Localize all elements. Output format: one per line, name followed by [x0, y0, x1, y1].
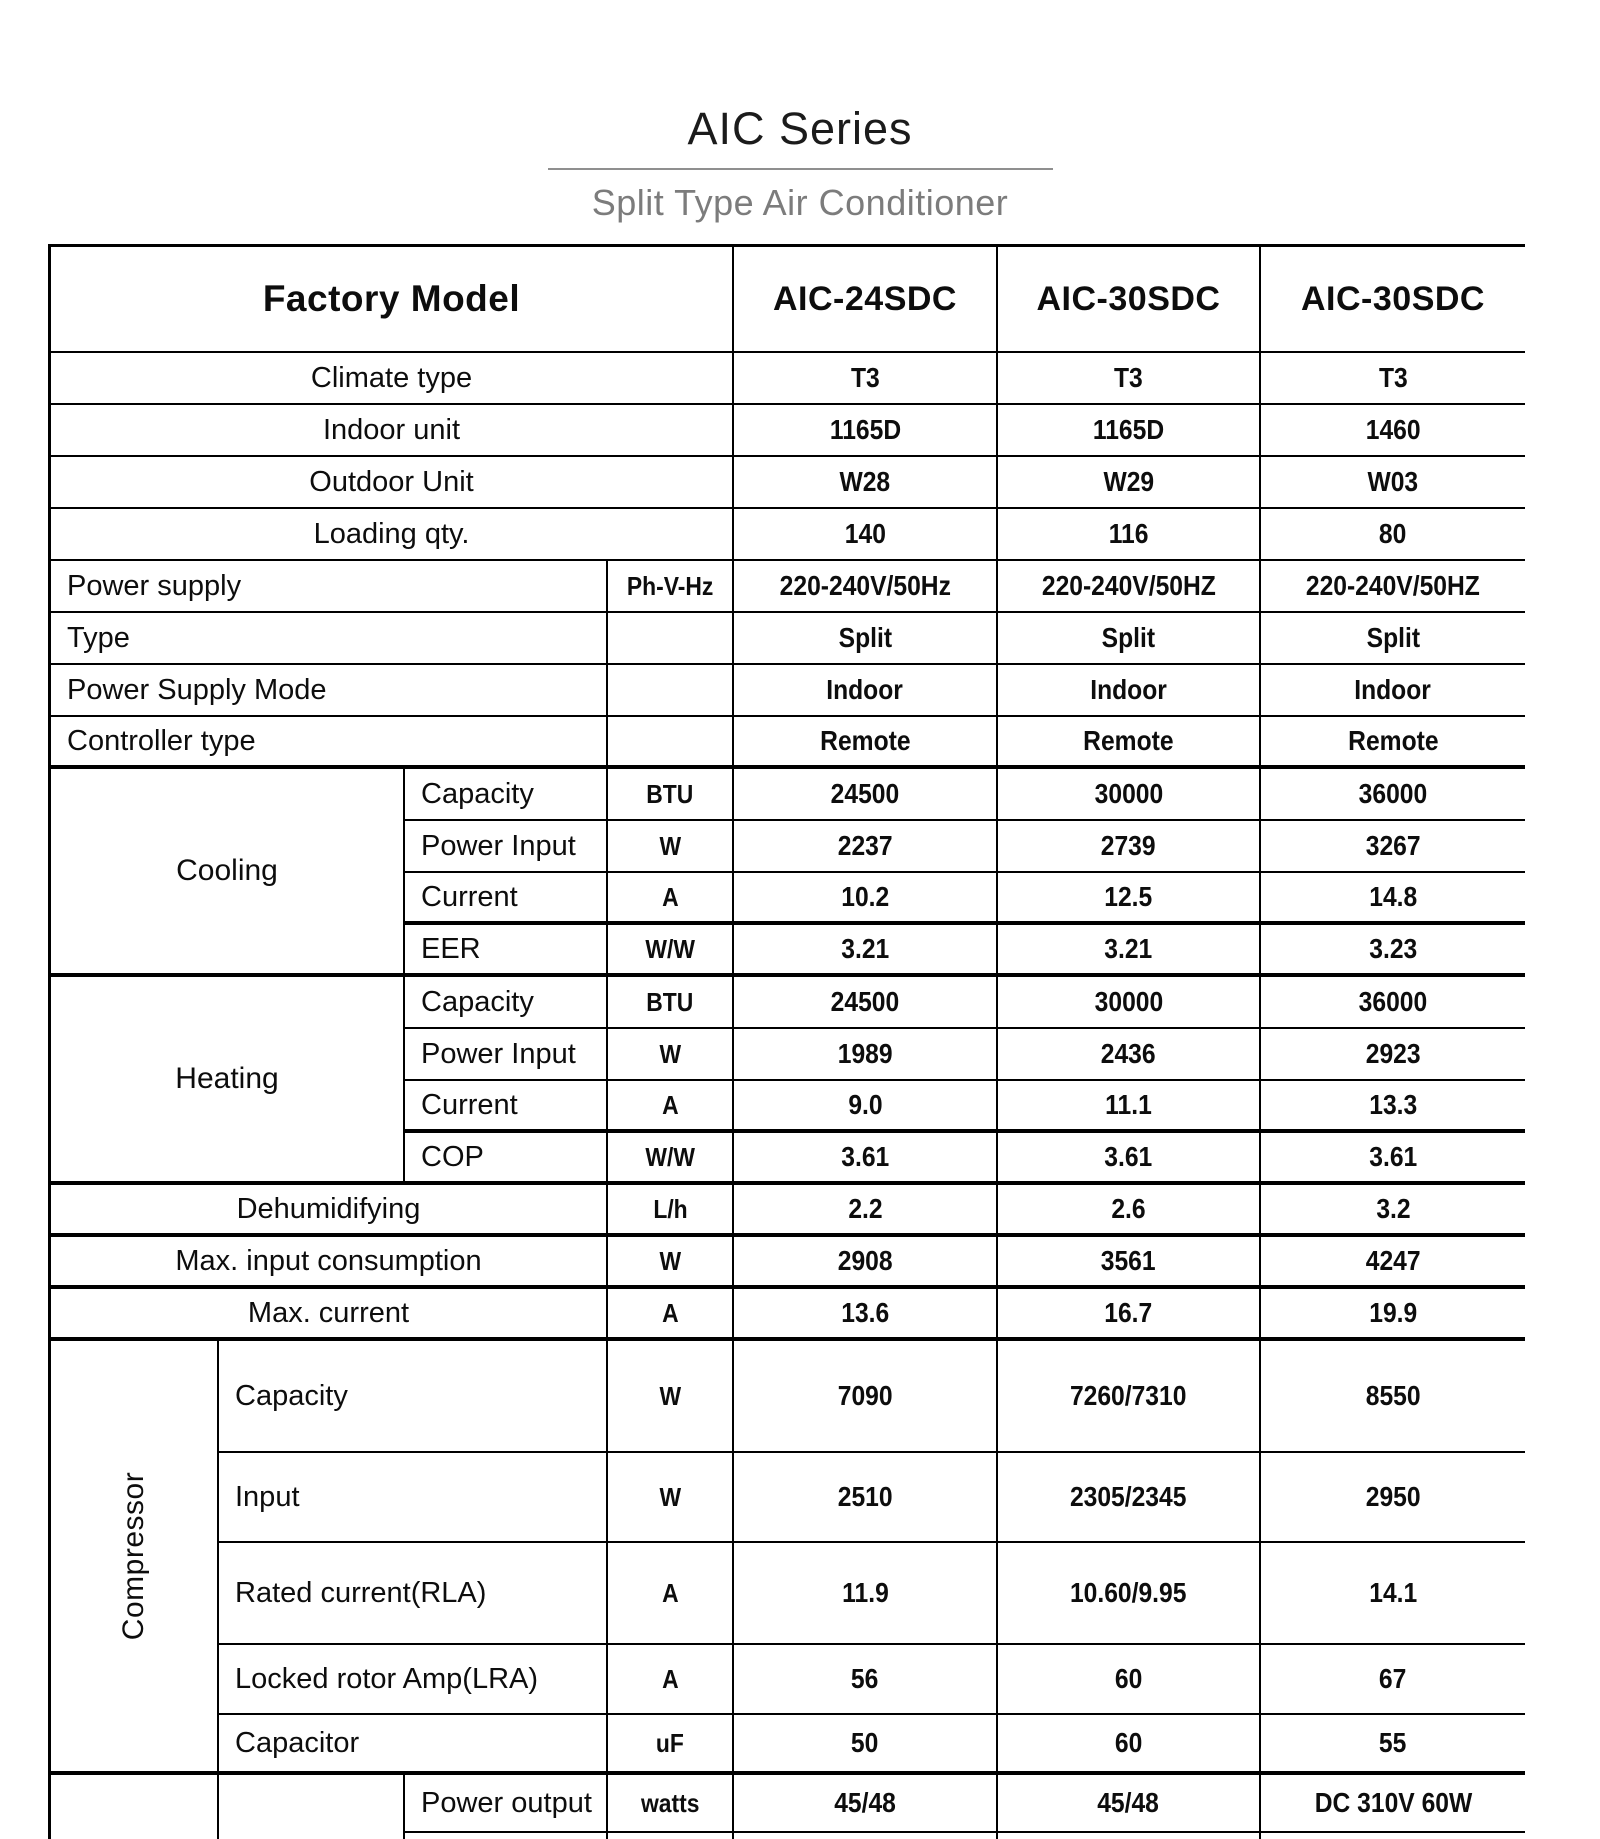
unit-cell: A — [608, 1645, 734, 1715]
value-cell: 30000 — [998, 977, 1261, 1029]
unit-cell: W — [608, 1237, 734, 1289]
row-label-climate-type: Climate type — [51, 353, 734, 405]
header-model-3: AIC-30SDC — [1261, 247, 1525, 353]
value-cell: DC 310V 60W — [1261, 1775, 1525, 1833]
sub-label-input: Input — [219, 1453, 608, 1543]
value-cell: 2739 — [998, 821, 1261, 873]
value-cell: Indoor — [998, 665, 1261, 717]
value-cell: W28 — [734, 457, 998, 509]
unit-cell: BTU — [608, 769, 734, 821]
value-cell: 16.7 — [998, 1289, 1261, 1341]
spec-table — [48, 244, 1525, 1839]
value-cell: W03 — [1261, 457, 1525, 509]
row-label-outdoor-unit: Outdoor Unit — [51, 457, 734, 509]
sub-label-power-input: Power Input — [405, 821, 608, 873]
unit-cell: A — [608, 1081, 734, 1133]
value-cell: Remote — [734, 717, 998, 769]
value-cell: 14.8 — [1261, 873, 1525, 925]
value-cell: Split — [998, 613, 1261, 665]
value-cell: 2923 — [1261, 1029, 1525, 1081]
sub-label-power-input: Power Input — [405, 1029, 608, 1081]
row-label-power-supply: Power supply — [51, 561, 608, 613]
value-cell: 220-240V/50Hz — [734, 561, 998, 613]
value-cell: 7260/7310 — [998, 1341, 1261, 1453]
value-cell: 56 — [734, 1645, 998, 1715]
value-cell: 60 — [998, 1645, 1261, 1715]
value-cell: 10.2 — [734, 873, 998, 925]
value-cell: Split — [734, 613, 998, 665]
value-cell: 3267 — [1261, 821, 1525, 873]
title-block — [0, 98, 1600, 226]
value-cell: 1165D — [998, 405, 1261, 457]
unit-cell: Ph-V-Hz — [608, 561, 734, 613]
value-cell: 19.9 — [1261, 1289, 1525, 1341]
sub-label-capacitor: Capacitor — [219, 1715, 608, 1775]
page-subtitle: Split Type Air Conditioner — [591, 182, 1009, 223]
value-cell: 55 — [1261, 1715, 1525, 1775]
row-label-max-input-consumption: Max. input consumption — [51, 1237, 608, 1289]
value-cell-empty — [734, 1833, 998, 1839]
sub-label-locked-rotor-amp-lra: Locked rotor Amp(LRA) — [219, 1645, 608, 1715]
value-cell: 220-240V/50HZ — [998, 561, 1261, 613]
value-cell: 116 — [998, 509, 1261, 561]
value-cell: 3.21 — [998, 925, 1261, 977]
section-label-cooling: Cooling — [51, 769, 405, 977]
value-cell: 2950 — [1261, 1453, 1525, 1543]
value-cell: 36000 — [1261, 769, 1525, 821]
value-cell: Indoor — [734, 665, 998, 717]
value-cell: 2.6 — [998, 1185, 1261, 1237]
value-cell: 3561 — [998, 1237, 1261, 1289]
sub-label-capacity: Capacity — [219, 1341, 608, 1453]
value-cell: 3.61 — [1261, 1133, 1525, 1185]
value-cell: 2908 — [734, 1237, 998, 1289]
unit-cell: W/W — [608, 1133, 734, 1185]
value-cell-empty — [1261, 1833, 1525, 1839]
section-label-heating: Heating — [51, 977, 405, 1185]
value-cell: 45/48 — [734, 1775, 998, 1833]
unit-cell: watts — [608, 1775, 734, 1833]
value-cell: 12.5 — [998, 873, 1261, 925]
value-cell: 50 — [734, 1715, 998, 1775]
value-cell-empty — [998, 1833, 1261, 1839]
sub-label-capacity: Capacity — [405, 977, 608, 1029]
value-cell: 2237 — [734, 821, 998, 873]
value-cell: 220-240V/50HZ — [1261, 561, 1525, 613]
value-cell: 60 — [998, 1715, 1261, 1775]
value-cell: 2510 — [734, 1453, 998, 1543]
sub-section-cell-empty — [219, 1775, 405, 1839]
value-cell: 9.0 — [734, 1081, 998, 1133]
value-cell: T3 — [998, 353, 1261, 405]
sub-label-cell-empty — [405, 1833, 608, 1839]
sub-label-power-output: Power output — [405, 1775, 608, 1833]
value-cell: 8550 — [1261, 1341, 1525, 1453]
value-cell: 2305/2345 — [998, 1453, 1261, 1543]
value-cell: 14.1 — [1261, 1543, 1525, 1645]
value-cell: 1460 — [1261, 405, 1525, 457]
value-cell: Remote — [998, 717, 1261, 769]
unit-cell-empty — [608, 1833, 734, 1839]
unit-cell: W — [608, 1029, 734, 1081]
value-cell: 3.2 — [1261, 1185, 1525, 1237]
value-cell: Remote — [1261, 717, 1525, 769]
unit-cell: W — [608, 1341, 734, 1453]
value-cell: 1989 — [734, 1029, 998, 1081]
page-title: AIC Series — [687, 103, 913, 154]
unit-cell: A — [608, 873, 734, 925]
unit-cell: L/h — [608, 1185, 734, 1237]
title-underline — [548, 168, 1053, 170]
header-model-2: AIC-30SDC — [998, 247, 1261, 353]
row-label-power-supply-mode: Power Supply Mode — [51, 665, 608, 717]
sub-label-cop: COP — [405, 1133, 608, 1185]
value-cell: 24500 — [734, 977, 998, 1029]
value-cell: 2436 — [998, 1029, 1261, 1081]
value-cell: 140 — [734, 509, 998, 561]
value-cell: 1165D — [734, 405, 998, 457]
value-cell: 11.1 — [998, 1081, 1261, 1133]
row-label-max-current: Max. current — [51, 1289, 608, 1341]
row-label-type: Type — [51, 613, 608, 665]
section-label-compressor: Compressor — [51, 1341, 219, 1775]
row-label-loading-qty: Loading qty. — [51, 509, 734, 561]
value-cell: 80 — [1261, 509, 1525, 561]
value-cell: 13.6 — [734, 1289, 998, 1341]
value-cell: Indoor — [1261, 665, 1525, 717]
sub-label-capacity: Capacity — [405, 769, 608, 821]
value-cell: 45/48 — [998, 1775, 1261, 1833]
unit-cell: W — [608, 821, 734, 873]
unit-cell: W — [608, 1453, 734, 1543]
unit-cell-empty — [608, 717, 734, 769]
sub-label-eer: EER — [405, 925, 608, 977]
unit-cell: BTU — [608, 977, 734, 1029]
value-cell: 3.61 — [998, 1133, 1261, 1185]
section-label-cell-empty — [51, 1775, 219, 1839]
row-label-indoor-unit: Indoor unit — [51, 405, 734, 457]
unit-cell-empty — [608, 613, 734, 665]
row-label-dehumidifying: Dehumidifying — [51, 1185, 608, 1237]
value-cell: 4247 — [1261, 1237, 1525, 1289]
sub-label-current: Current — [405, 1081, 608, 1133]
unit-cell: A — [608, 1543, 734, 1645]
value-cell: 2.2 — [734, 1185, 998, 1237]
sub-label-current: Current — [405, 873, 608, 925]
unit-cell-empty — [608, 665, 734, 717]
value-cell: 3.21 — [734, 925, 998, 977]
value-cell: 11.9 — [734, 1543, 998, 1645]
unit-cell: W/W — [608, 925, 734, 977]
value-cell: 10.60/9.95 — [998, 1543, 1261, 1645]
row-label-controller-type: Controller type — [51, 717, 608, 769]
value-cell: T3 — [1261, 353, 1525, 405]
value-cell: Split — [1261, 613, 1525, 665]
value-cell: T3 — [734, 353, 998, 405]
value-cell: 67 — [1261, 1645, 1525, 1715]
value-cell: 3.23 — [1261, 925, 1525, 977]
value-cell: 7090 — [734, 1341, 998, 1453]
unit-cell: A — [608, 1289, 734, 1341]
header-factory-model: Factory Model — [51, 247, 734, 353]
value-cell: 30000 — [998, 769, 1261, 821]
sub-label-rated-current-rla: Rated current(RLA) — [219, 1543, 608, 1645]
value-cell: 3.61 — [734, 1133, 998, 1185]
value-cell: 36000 — [1261, 977, 1525, 1029]
unit-cell: uF — [608, 1715, 734, 1775]
header-model-1: AIC-24SDC — [734, 247, 998, 353]
value-cell: 13.3 — [1261, 1081, 1525, 1133]
value-cell: W29 — [998, 457, 1261, 509]
value-cell: 24500 — [734, 769, 998, 821]
